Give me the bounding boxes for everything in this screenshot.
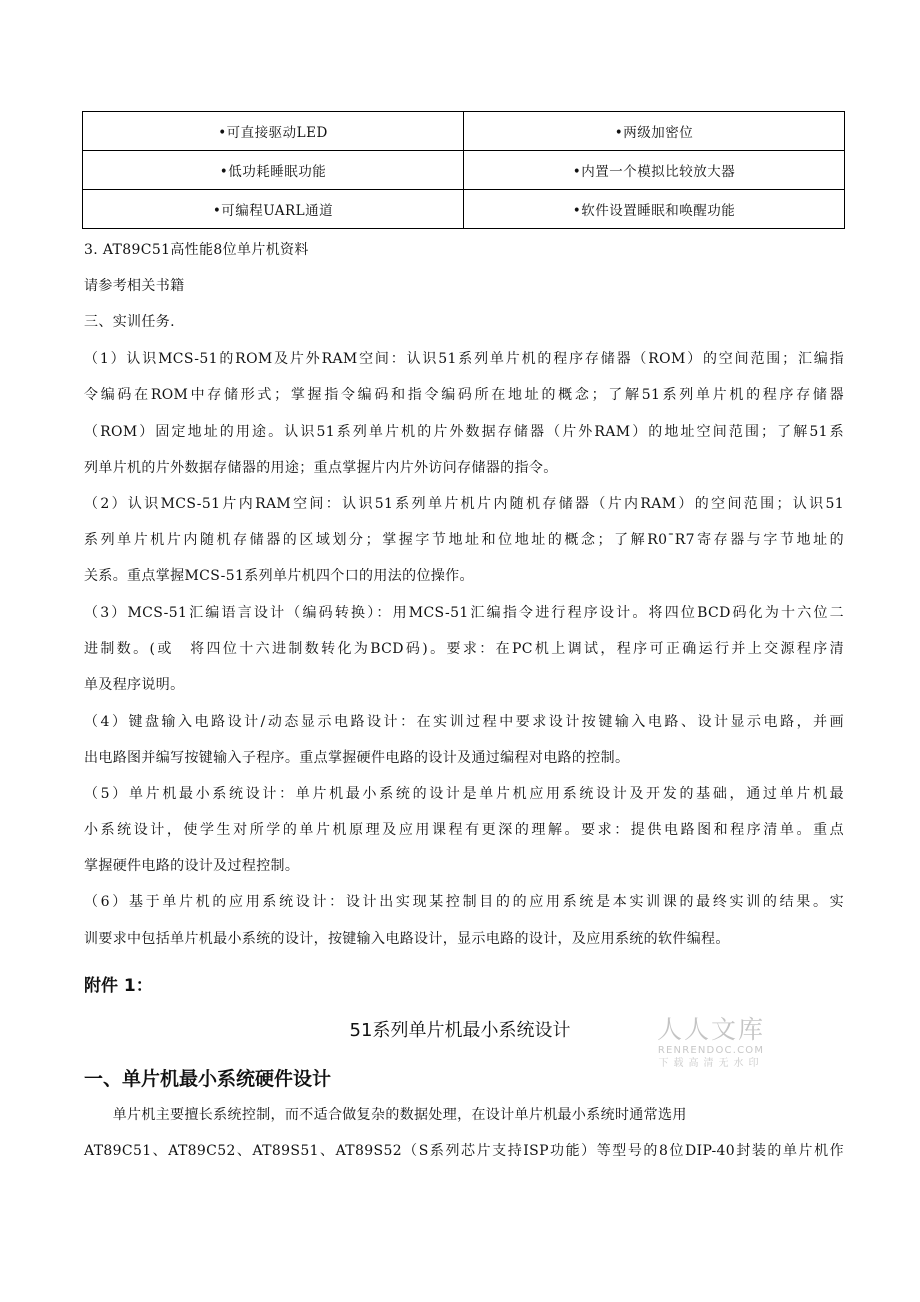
task-6-line: 训要求中包括单片机最小系统的设计，按键输入电路设计，显示电路的设计，及应用系统的软件编程。 (84, 931, 730, 947)
task-4-line: 出电路图并编写按键输入子程序。重点掌握硬件电路的设计及通过编程对电路的控制。 (84, 750, 630, 766)
task-1-line: （ROM）固定地址的用途。认识51系列单片机的片外数据存储器（片外RAM）的地址空间范围；了解51系 (84, 424, 844, 440)
table-cell: •低功耗睡眠功能 (83, 151, 464, 190)
task-3-line: 单及程序说明。 (84, 677, 185, 693)
table-row (83, 190, 845, 229)
watermark-logo (648, 1015, 774, 1071)
body-line: AT89C51、AT89C52、AT89S51、AT89S52（S系列芯片支持ISP功能）等型号的8位DIP-40封装的单片机作 (84, 1143, 844, 1159)
table-row (83, 112, 845, 151)
table-cell: •内置一个模拟比较放大器 (464, 151, 845, 190)
watermark-domain: RENRENDOC.COM (657, 1045, 765, 1056)
task-1-line: 令编码在ROM中存储形式；掌握指令编码和指令编码所在地址的概念；了解51系列单片机的程序存储器 (84, 387, 844, 403)
table-cell: •可直接驱动LED (83, 112, 464, 151)
watermark-subtitle: 下载高清无水印 (658, 1058, 764, 1069)
attachment-heading: 附件 1： (84, 976, 153, 996)
document-title: 51系列单片机最小系统设计 (349, 1020, 571, 1041)
watermark-title: 人人文库 (656, 1015, 765, 1044)
task-1-line: （1）认识MCS-51的ROM及片外RAM空间：认识51系列单片机的程序存储器（ROM）的空间范围；汇编指 (84, 351, 844, 367)
table-row (83, 151, 845, 190)
task-5-line: 掌握硬件电路的设计及过程控制。 (84, 858, 300, 874)
task-3-line: 进制数。(或 将四位十六进制数转化为BCD码)。要求：在PC机上调试，程序可正确运行并上交源程序清 (84, 641, 844, 657)
task-1-line: 列单片机的片外数据存储器的用途；重点掌握片内片外访问存储器的指令。 (84, 460, 558, 476)
table-cell: •可编程UARL通道 (83, 190, 464, 229)
feature-table (82, 111, 845, 229)
reference-note: 请参考相关书籍 (84, 278, 185, 294)
task-4-line: （4）键盘输入电路设计/动态显示电路设计：在实训过程中要求设计按键输入电路、设计显示电路，并画 (84, 714, 844, 730)
task-heading: 三、实训任务. (84, 314, 175, 330)
task-6-line: （6）基于单片机的应用系统设计：设计出实现某控制目的的应用系统是本实训课的最终实训的结果。实 (84, 894, 844, 910)
section-heading: 一、单片机最小系统硬件设计 (84, 1068, 332, 1090)
table-cell: •两级加密位 (464, 112, 845, 151)
task-2-line: 关系。重点掌握MCS-51系列单片机四个口的用法的位操作。 (84, 568, 474, 584)
task-5-line: 小系统设计，使学生对所学的单片机原理及应用课程有更深的理解。要求：提供电路图和程序清单。重点 (84, 822, 844, 838)
task-3-line: （3）MCS-51汇编语言设计（编码转换）：用MCS-51汇编指令进行程序设计。将四位BCD码化为十六位二 (84, 605, 844, 621)
body-line: 单片机主要擅长系统控制，而不适合做复杂的数据处理，在设计单片机最小系统时通常选用 (84, 1107, 687, 1123)
table-cell: •软件设置睡眠和唤醒功能 (464, 190, 845, 229)
task-2-line: （2）认识MCS-51片内RAM空间：认识51系列单片机片内随机存储器（片内RAM）的空间范围；认识51 (84, 496, 844, 512)
task-5-line: （5）单片机最小系统设计：单片机最小系统的设计是单片机应用系统设计及开发的基础，通过单片机最 (84, 786, 844, 802)
task-2-line: 系列单片机片内随机存储器的区域划分；掌握字节地址和位地址的概念；了解R0¯R7寄存器与字节地址的 (84, 532, 844, 548)
item-3-heading: 3. AT89C51高性能8位单片机资料 (84, 242, 309, 258)
